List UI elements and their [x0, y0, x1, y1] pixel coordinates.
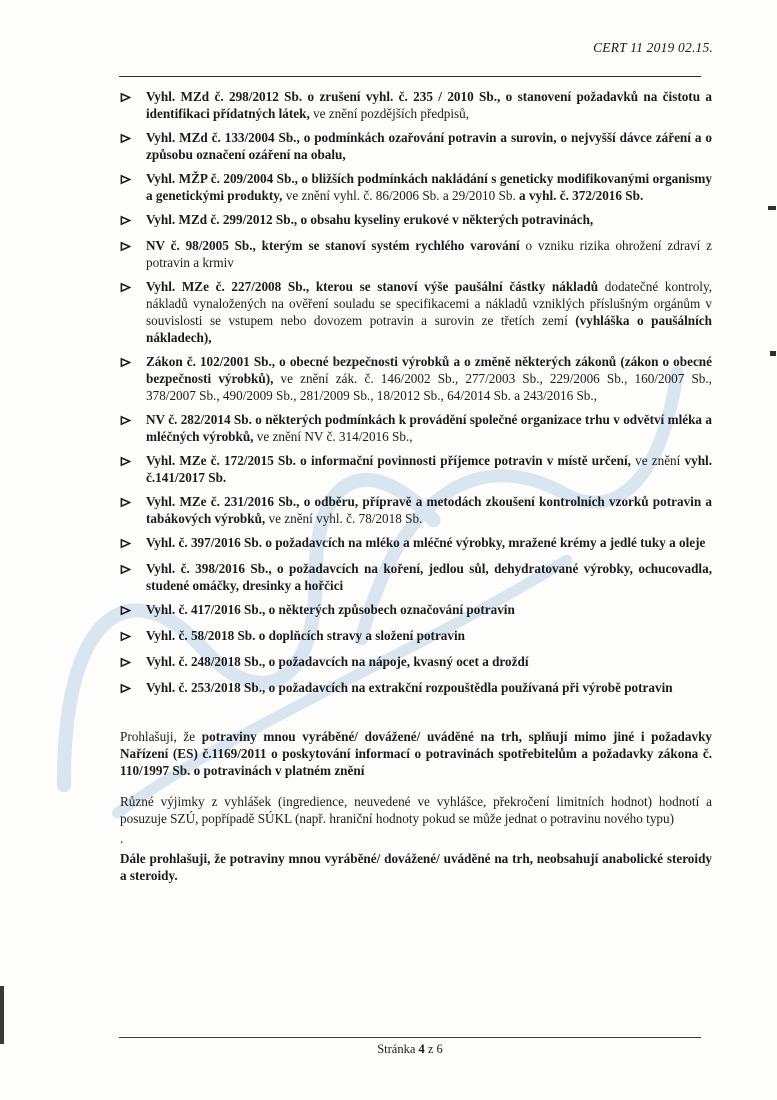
- arrowhead-bullet-icon: [120, 627, 146, 646]
- arrowhead-bullet-icon: [120, 493, 146, 527]
- regulation-text: Zákon č. 102/2001 Sb., o obecné bezpečnosti výrobků a o změně některých zákonů (zákon o obecné bezpečnosti výrobků), ve znění zák. č. 146/2002 Sb., 277/2003 Sb., 229/2006 Sb., 160/2007 Sb., 378/2007 Sb., 490/2009 Sb., 281/2009 Sb., 18/2012 Sb., 64/2014 Sb. a 243/2016 Sb.,: [146, 354, 712, 403]
- arrowhead-bullet-icon: [120, 653, 146, 672]
- arrowhead-bullet-icon: [120, 411, 146, 445]
- declaration-paragraph: Prohlašuji, že potraviny mnou vyráběné/ dovážené/ uváděné na trh, splňují mimo jiné i požadavky Nařízení (ES) č.1169/2011 o poskytování informací o potravinách spotřebitelům a požadavky zákona č. 110/1997 Sb. o potravinách v platném znění: [120, 729, 712, 778]
- regulation-text: Vyhl. č. 398/2016 Sb., o požadavcích na koření, jedlou sůl, dehydratované výrobky, ochucovadla, studené omáčky, dresinky a hořčici: [146, 561, 712, 593]
- arrowhead-bullet-icon: [120, 237, 146, 271]
- regulation-list: [120, 88, 712, 698]
- regulation-text: Vyhl. č. 248/2018 Sb., o požadavcích na nápoje, kvasný ocet a droždí: [146, 654, 529, 669]
- regulation-list-item: [120, 601, 712, 620]
- arrowhead-bullet-icon: [120, 88, 146, 122]
- regulation-text: Vyhl. č. 417/2016 Sb., o některých způsobech označování potravin: [146, 602, 515, 617]
- regulation-text: Vyhl. MZe č. 231/2016 Sb., o odběru, přípravě a metodách zkoušení kontrolních vzorků potravin a tabákových výrobků, ve znění vyhl. č. 78/2018 Sb.: [146, 494, 712, 526]
- footer-divider: [119, 1037, 701, 1038]
- regulation-text: Vyhl. MŽP č. 209/2004 Sb., o bližších podmínkách nakládání s geneticky modifikovanými organismy a genetickými produkty, ve znění vyhl. č. 86/2006 Sb. a 29/2010 Sb. a vyhl. č. 372/2016 Sb.: [146, 171, 712, 203]
- regulation-list-item: [120, 493, 712, 527]
- regulation-list-item: [120, 237, 712, 271]
- regulation-text: Vyhl. MZe č. 227/2008 Sb., kterou se stanoví výše paušální částky nákladů dodatečné kontroly, nákladů vynaložených na ověření souladu se specifikacemi a nákladů vzniklých příslušným orgánům v souvislosti se vstupem nebo dovozem potravin a surovin ze třetích zemí (vyhláška o paušálních nákladech),: [146, 279, 712, 345]
- regulation-text: Vyhl. MZd č. 299/2012 Sb., o obsahu kyseliny erukové v některých potravinách,: [146, 212, 594, 227]
- regulation-text: Vyhl. MZd č. 133/2004 Sb., o podmínkách ozařování potravin a surovin, o nejvyšší dávce záření a o způsobu označení ozáření na obalu,: [146, 130, 712, 162]
- regulation-list-item: [120, 452, 712, 486]
- arrowhead-bullet-icon: [120, 452, 146, 486]
- arrowhead-bullet-icon: [120, 129, 146, 163]
- regulation-list-item: [120, 170, 712, 204]
- declaration-paragraph: Dále prohlašuji, že potraviny mnou vyráběné/ dovážené/ uváděné na trh, neobsahují anabolické steroidy a steroidy.: [120, 851, 712, 883]
- regulation-text: NV č. 282/2014 Sb. o některých podmínkách k provádění společné organizace trhu v odvětví mléka a mléčných výrobků, ve znění NV č. 314/2016 Sb.,: [146, 412, 712, 444]
- regulation-text: Vyhl. č. 253/2018 Sb., o požadavcích na extrakční rozpouštědla používaná při výrobě potravin: [146, 680, 673, 695]
- arrowhead-bullet-icon: [120, 211, 146, 230]
- regulation-list-item: [120, 129, 712, 163]
- regulation-text: Vyhl. MZe č. 172/2015 Sb. o informační povinnosti příjemce potravin v místě určení, ve znění vyhl. č.141/2017 Sb.: [146, 453, 712, 485]
- regulation-list-item: [120, 278, 712, 346]
- declaration-paragraphs: [120, 728, 712, 884]
- regulation-list-item: [120, 411, 712, 445]
- regulation-list-item: [120, 627, 712, 646]
- regulation-list-item: [120, 560, 712, 594]
- declaration-paragraph: .: [120, 831, 124, 846]
- scan-artifact: [0, 986, 4, 1044]
- regulation-list-item: [120, 679, 712, 698]
- document-body: [120, 88, 712, 898]
- scan-artifact: [770, 351, 776, 356]
- arrowhead-bullet-icon: [120, 534, 146, 553]
- regulation-list-item: [120, 653, 712, 672]
- regulation-text: Vyhl. MZd č. 298/2012 Sb. o zrušení vyhl. č. 235 / 2010 Sb., o stanovení požadavků na čistotu a identifikaci přídatných látek, ve znění pozdějších předpisů,: [146, 89, 712, 121]
- regulation-text: NV č. 98/2005 Sb., kterým se stanoví systém rychlého varování o vzniku rizika ohrožení zdraví z potravin a krmiv: [146, 238, 712, 270]
- page-number: Stránka 4 z 6: [377, 1042, 443, 1056]
- arrowhead-bullet-icon: [120, 560, 146, 594]
- arrowhead-bullet-icon: [120, 170, 146, 204]
- declaration-paragraph: Různé výjimky z vyhlášek (ingredience, neuvedené ve vyhlášce, překročení limitních hodnot) hodnotí a posuzuje SZÚ, popřípadě SÚKL (např. hraniční hodnoty pokud se může jednat o potravinu nového typu): [120, 794, 712, 826]
- document-code: CERT 11 2019 02.15.: [593, 40, 713, 55]
- regulation-list-item: [120, 88, 712, 122]
- regulation-list-item: [120, 534, 712, 553]
- arrowhead-bullet-icon: [120, 679, 146, 698]
- arrowhead-bullet-icon: [120, 353, 146, 404]
- arrowhead-bullet-icon: [120, 278, 146, 346]
- regulation-text: Vyhl. č. 58/2018 Sb. o doplňcích stravy a složení potravin: [146, 628, 465, 643]
- regulation-text: Vyhl. č. 397/2016 Sb. o požadavcích na mléko a mléčné výrobky, mražené krémy a jedlé tuky a oleje: [146, 535, 706, 550]
- arrowhead-bullet-icon: [120, 601, 146, 620]
- scan-artifact: [768, 206, 776, 210]
- header-divider: [119, 76, 701, 77]
- regulation-list-item: [120, 353, 712, 404]
- regulation-list-item: [120, 211, 712, 230]
